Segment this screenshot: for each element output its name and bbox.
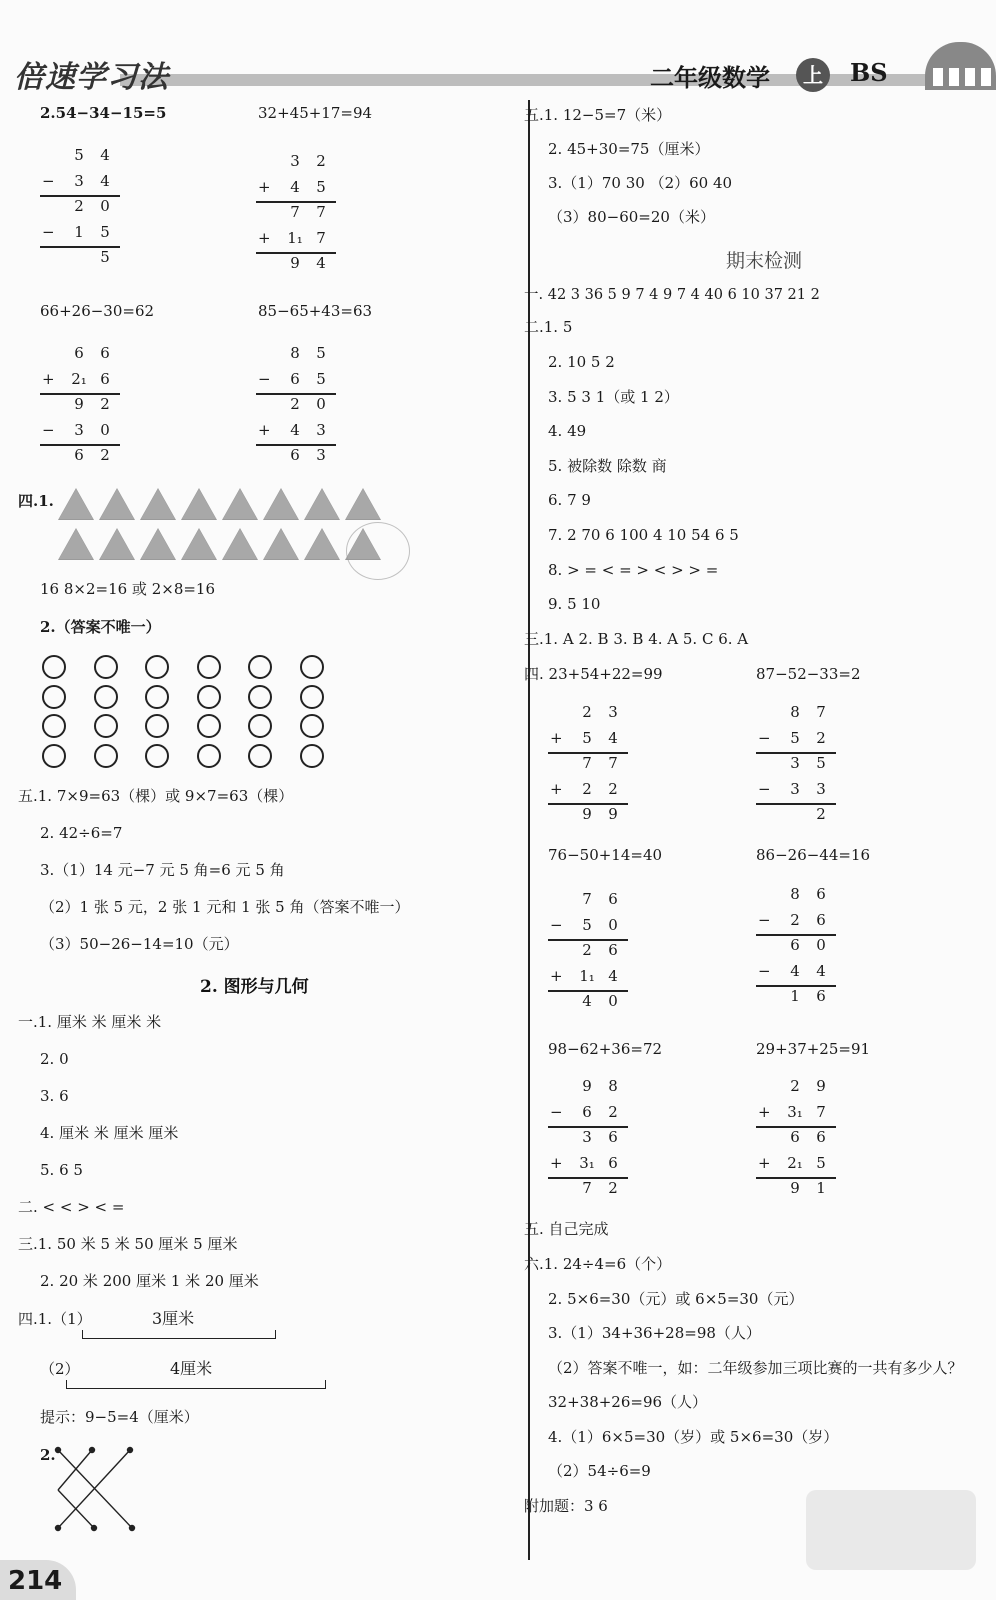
calc-digit: 5 (790, 728, 800, 747)
answer-line: （3）50−26−14=10（元） (40, 935, 239, 953)
calc-digit: 6 (816, 987, 826, 1005)
calc-operator: − (758, 961, 771, 980)
calc-row (756, 780, 836, 804)
calc-operator: + (758, 1153, 771, 1172)
calc-row (40, 421, 120, 445)
answer-line: 5. 被除数 除数 商 (548, 457, 667, 475)
length-label: 4厘米 (170, 1359, 213, 1378)
calc-digit: 9 (608, 805, 618, 823)
calc-operator: + (550, 779, 563, 798)
circle-shape (300, 655, 324, 679)
calc-digit: 5 (74, 146, 84, 164)
calc-row (548, 992, 628, 1016)
circle-shape (300, 744, 324, 768)
calc-row (756, 987, 836, 1011)
calc-row (756, 1179, 836, 1203)
calc-row (756, 729, 836, 753)
answer-line: 4.（1）6×5=30（岁）或 5×6=30（岁） (548, 1428, 839, 1446)
calc-digit: 6 (790, 1128, 800, 1146)
answer-line: 四. 23+54+22=99 (524, 665, 663, 683)
calc-row (756, 754, 836, 778)
calc-operator: − (258, 369, 271, 388)
calc-row (756, 805, 836, 829)
calc-digit: 1 (74, 222, 84, 241)
calc-digit: 7 (608, 754, 618, 772)
calc-digit: 2 (74, 197, 84, 215)
calc-row (548, 1154, 628, 1178)
calc-operator: + (258, 228, 271, 247)
circle-shape (145, 685, 169, 709)
calc-row (256, 344, 336, 368)
calc-digit: 2 (790, 1077, 800, 1095)
triangle-shape (99, 528, 135, 560)
triangle-shape (181, 488, 217, 520)
answer-line: 29+37+25=91 (756, 1040, 871, 1058)
circle-shape (94, 685, 118, 709)
answer-line: 86−26−44=16 (756, 846, 871, 864)
matching-lines-figure (52, 1446, 142, 1538)
answer-line: 6. 7 9 (548, 491, 591, 509)
calc-row (548, 703, 628, 727)
circle-shape (248, 714, 272, 738)
calc-operator: + (758, 1102, 771, 1121)
calc-digit: 6 (816, 910, 826, 929)
calc-digit: 9 (790, 1179, 800, 1197)
calc-operator: + (258, 420, 271, 439)
triangle-shape (263, 528, 299, 560)
header-title: 二年级数学 (650, 63, 770, 92)
calc-digit: 0 (608, 915, 618, 934)
calc-digit: 2 (100, 395, 110, 413)
answer-line: 32+38+26=96（人） (548, 1393, 708, 1411)
answer-line: 2. 5×6=30（元）或 6×5=30（元） (548, 1290, 804, 1308)
circle-shape (145, 714, 169, 738)
calc-digit: 0 (100, 420, 110, 439)
answer-line: 3.（1）14 元−7 元 5 角=6 元 5 角 (40, 861, 285, 879)
brand-logo: 倍速学习法 (14, 60, 169, 95)
calc-digit: 2 (816, 805, 826, 823)
calc-digit: 3 (74, 171, 84, 190)
calc-digit: 6 (290, 446, 300, 464)
circle-shape (197, 714, 221, 738)
calc-row (548, 941, 628, 965)
triangle-shape (58, 488, 94, 520)
circle-shape (300, 685, 324, 709)
page-header (0, 0, 996, 96)
answer-line: 二.1. 5 (524, 318, 573, 336)
question-label: 四.1. (18, 492, 54, 510)
calc-row (756, 1077, 836, 1101)
section-heading: 2. 图形与几何 (200, 977, 309, 997)
length-bracket (82, 1330, 276, 1339)
calc-row (256, 229, 336, 253)
calc-operator: + (42, 369, 55, 388)
calc-digit: 4 (608, 728, 618, 747)
calc-row (40, 146, 120, 170)
answer-line: 8. > = < = > < > > = (548, 561, 719, 579)
calc-row (256, 178, 336, 202)
answer-line: 二. < < > < = (18, 1198, 125, 1216)
calc-digit: 7 (582, 754, 592, 772)
calc-digit: 7 (316, 228, 326, 247)
calc-digit: 2 (100, 446, 110, 464)
house-decoration-icon (925, 42, 996, 90)
calc-digit: 2 (582, 703, 592, 721)
calc-row (756, 885, 836, 909)
answer-line: 2.（答案不唯一） (40, 618, 161, 636)
calc-digit: 2 (608, 1102, 618, 1121)
circle-shape (248, 655, 272, 679)
calc-row (40, 370, 120, 394)
calc-row (40, 197, 120, 221)
calc-digit: 4 (290, 420, 300, 439)
calc-operator: − (550, 915, 563, 934)
calc-digit: 4 (582, 992, 592, 1010)
calc-digit: 0 (816, 936, 826, 954)
calc-digit: 0 (316, 395, 326, 413)
calc-digit: 4 (608, 966, 618, 985)
answer-line: （2）答案不唯一，如：二年级参加三项比赛的一共有多少人？ (548, 1359, 963, 1377)
answer-line: 一.1. 厘米 米 厘米 米 (18, 1013, 162, 1031)
answer-line: （2） (40, 1360, 80, 1378)
calc-digit: 9 (816, 1077, 826, 1095)
circle-shape (94, 714, 118, 738)
answer-line: 三.1. 50 米 5 米 50 厘米 5 厘米 (18, 1235, 238, 1253)
calc-digit: 3 (582, 1128, 592, 1146)
calc-operator: − (758, 728, 771, 747)
answer-line: 4. 49 (548, 422, 587, 440)
calc-operator: − (42, 420, 55, 439)
calc-digit: 1₁ (287, 228, 303, 247)
calc-row (756, 1103, 836, 1127)
calc-row (548, 1179, 628, 1203)
calc-digit: 6 (74, 344, 84, 362)
calc-digit: 6 (290, 369, 300, 388)
circle-shape (197, 744, 221, 768)
calc-row (256, 370, 336, 394)
calc-digit: 1 (816, 1179, 826, 1197)
calc-row (548, 1077, 628, 1101)
calc-operator: + (550, 966, 563, 985)
calc-digit: 3 (316, 420, 326, 439)
triangle-shape (304, 528, 340, 560)
calc-digit: 1 (790, 987, 800, 1005)
circle-shape (42, 714, 66, 738)
calc-operator: + (258, 177, 271, 196)
calc-row (548, 1128, 628, 1152)
calc-digit: 5 (100, 248, 110, 266)
calc-row (256, 421, 336, 445)
calc-row (256, 152, 336, 176)
calc-digit: 6 (582, 1102, 592, 1121)
calc-digit: 5 (316, 177, 326, 196)
calc-digit: 2 (582, 941, 592, 959)
answer-line: 4. 厘米 米 厘米 厘米 (40, 1124, 179, 1142)
page-number: 214 (0, 1560, 76, 1600)
calc-row (40, 172, 120, 196)
answer-line: 2. 10 5 2 (548, 353, 615, 371)
answer-line: 3. 6 (40, 1087, 69, 1105)
calc-digit: 4 (790, 961, 800, 980)
answer-line: 2. 20 米 200 厘米 1 米 20 厘米 (40, 1272, 259, 1290)
calc-digit: 6 (608, 890, 618, 908)
calc-row (256, 203, 336, 227)
calc-digit: 0 (100, 197, 110, 215)
calc-digit: 9 (582, 1077, 592, 1095)
answer-line: 三.1. A 2. B 3. B 4. A 5. C 6. A (524, 630, 749, 648)
triangle-shape (99, 488, 135, 520)
circle-shape (42, 744, 66, 768)
triangle-shape (345, 488, 381, 520)
calc-digit: 3 (816, 779, 826, 798)
calc-digit: 3₁ (579, 1153, 595, 1172)
answer-line: 3. 5 3 1（或 1 2） (548, 388, 679, 406)
answer-line: 5. 6 5 (40, 1161, 83, 1179)
calc-operator: + (550, 1153, 563, 1172)
volume-badge: 上 (796, 58, 830, 92)
answer-line: 四.1.（1） (18, 1310, 92, 1328)
answer-line: 87−52−33=2 (756, 665, 861, 683)
calc-row (40, 223, 120, 247)
calc-operator: − (42, 222, 55, 241)
calc-digit: 7 (582, 890, 592, 908)
circle-shape (145, 744, 169, 768)
calc-operator: + (550, 728, 563, 747)
calc-digit: 6 (608, 1153, 618, 1172)
answer-line: 16 8×2=16 或 2×8=16 (40, 580, 216, 598)
calc-digit: 3 (608, 703, 618, 721)
calc-digit: 5 (582, 728, 592, 747)
answer-line: 2. 45+30=75（厘米） (548, 140, 710, 158)
calc-row (756, 911, 836, 935)
watermark-logo (806, 1490, 976, 1570)
calc-digit: 4 (100, 146, 110, 164)
circle-shape (42, 655, 66, 679)
triangle-shape (263, 488, 299, 520)
answer-line: 66+26−30=62 (40, 302, 155, 320)
calc-digit: 9 (74, 395, 84, 413)
triangle-shape (304, 488, 340, 520)
answer-line: 2. (40, 1446, 56, 1464)
calc-digit: 6 (100, 344, 110, 362)
circle-shape (145, 655, 169, 679)
answer-line: 一. 42 3 36 5 9 7 4 9 7 4 40 6 10 37 21 2 (524, 287, 820, 303)
calc-digit: 3 (290, 152, 300, 170)
answer-line: 六.1. 24÷4=6（个） (524, 1255, 672, 1273)
answer-line: 32+45+17=94 (258, 104, 373, 122)
calc-row (548, 805, 628, 829)
calc-digit: 8 (290, 344, 300, 362)
answer-line: （3）80−60=20（米） (548, 208, 715, 226)
answer-line: 五. 自己完成 (524, 1220, 609, 1238)
calc-digit: 6 (816, 1128, 826, 1146)
calc-digit: 1₁ (579, 966, 595, 985)
calc-row (756, 1154, 836, 1178)
section-heading: 期末检测 (726, 250, 803, 272)
answer-line: 附加题：3 6 (524, 1497, 608, 1515)
triangle-shape (181, 528, 217, 560)
answer-line: 提示：9−5=4（厘米） (40, 1408, 199, 1426)
calc-row (548, 967, 628, 991)
calc-digit: 2₁ (787, 1153, 803, 1172)
answer-line: （2）1 张 5 元，2 张 1 元和 1 张 5 角（答案不唯一） (40, 898, 410, 916)
answer-line: 9. 5 10 (548, 595, 601, 613)
calc-digit: 5 (816, 754, 826, 772)
calc-digit: 2 (790, 910, 800, 929)
calc-digit: 5 (582, 915, 592, 934)
stamp-mark (346, 522, 410, 580)
calc-digit: 4 (316, 254, 326, 272)
calc-digit: 7 (816, 703, 826, 721)
calc-digit: 6 (608, 1128, 618, 1146)
calc-digit: 6 (816, 885, 826, 903)
calc-digit: 3 (316, 446, 326, 464)
answer-line: （2）54÷6=9 (548, 1462, 651, 1480)
calc-digit: 9 (582, 805, 592, 823)
calc-digit: 7 (290, 203, 300, 221)
calc-operator: − (42, 171, 55, 190)
calc-row (548, 754, 628, 778)
calc-row (548, 1103, 628, 1127)
calc-digit: 4 (816, 961, 826, 980)
length-bracket (66, 1380, 326, 1389)
calc-digit: 6 (790, 936, 800, 954)
circle-shape (94, 744, 118, 768)
length-label: 3厘米 (152, 1309, 195, 1328)
answer-line: 五.1. 7×9=63（棵）或 9×7=63（棵） (18, 787, 294, 805)
calc-digit: 2 (582, 779, 592, 798)
calc-digit: 2 (290, 395, 300, 413)
calc-row (40, 395, 120, 419)
calc-row (756, 936, 836, 960)
calc-digit: 2 (608, 1179, 618, 1197)
calc-row (756, 962, 836, 986)
answer-line: 3.（1）70 30 （2）60 40 (548, 174, 733, 192)
calc-row (548, 729, 628, 753)
calc-row (256, 446, 336, 470)
calc-digit: 3 (790, 754, 800, 772)
calc-digit: 8 (790, 885, 800, 903)
calc-digit: 0 (608, 992, 618, 1010)
answer-line: 85−65+43=63 (258, 302, 373, 320)
calc-operator: − (550, 1102, 563, 1121)
answer-line: 76−50+14=40 (548, 846, 663, 864)
calc-row (40, 446, 120, 470)
calc-row (756, 1128, 836, 1152)
calc-digit: 8 (790, 703, 800, 721)
triangle-shape (222, 488, 258, 520)
calc-row (548, 890, 628, 914)
answer-line: 98−62+36=72 (548, 1040, 663, 1058)
circle-shape (42, 685, 66, 709)
calc-digit: 7 (582, 1179, 592, 1197)
calc-digit: 6 (74, 446, 84, 464)
triangle-shape (140, 528, 176, 560)
answer-line: 3.（1）34+36+28=98（人） (548, 1324, 761, 1342)
triangle-shape (140, 488, 176, 520)
circle-shape (300, 714, 324, 738)
calc-operator: − (758, 910, 771, 929)
answer-line: 2.54−34−15=5 (40, 104, 167, 122)
calc-row (256, 395, 336, 419)
answer-line: 五.1. 12−5=7（米） (524, 106, 672, 124)
calc-digit: 3 (790, 779, 800, 798)
calc-digit: 3 (74, 420, 84, 439)
circle-shape (197, 685, 221, 709)
circle-shape (248, 685, 272, 709)
calc-digit: 2₁ (71, 369, 87, 388)
calc-digit: 6 (100, 369, 110, 388)
calc-digit: 2 (816, 728, 826, 747)
calc-operator: − (758, 779, 771, 798)
triangle-shape (222, 528, 258, 560)
calc-digit: 3₁ (787, 1102, 803, 1121)
calc-digit: 5 (316, 344, 326, 362)
calc-digit: 4 (290, 177, 300, 196)
calc-digit: 7 (816, 1102, 826, 1121)
circle-shape (94, 655, 118, 679)
calc-row (256, 254, 336, 278)
calc-row (756, 703, 836, 727)
edition-label: BS (850, 58, 888, 87)
calc-digit: 8 (608, 1077, 618, 1095)
calc-digit: 5 (100, 222, 110, 241)
triangle-shape (58, 528, 94, 560)
calc-row (548, 780, 628, 804)
calc-digit: 2 (608, 779, 618, 798)
calc-digit: 4 (100, 171, 110, 190)
calc-digit: 6 (608, 941, 618, 959)
calc-digit: 7 (316, 203, 326, 221)
answer-line: 2. 42÷6=7 (40, 824, 123, 842)
calc-digit: 9 (290, 254, 300, 272)
calc-row (40, 248, 120, 272)
calc-digit: 2 (316, 152, 326, 170)
calc-digit: 5 (316, 369, 326, 388)
calc-row (548, 916, 628, 940)
circle-shape (197, 655, 221, 679)
calc-row (40, 344, 120, 368)
answer-line: 7. 2 70 6 100 4 10 54 6 5 (548, 526, 739, 544)
calc-digit: 5 (816, 1153, 826, 1172)
circle-shape (248, 744, 272, 768)
answer-line: 2. 0 (40, 1050, 69, 1068)
